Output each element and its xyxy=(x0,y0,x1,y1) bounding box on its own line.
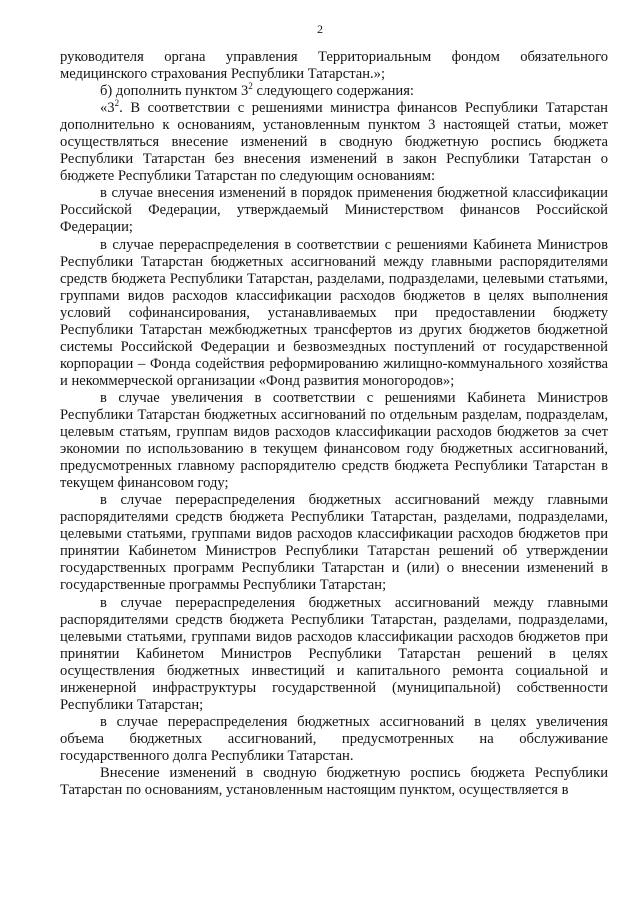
paragraph-text: в случае внесения изменений в порядок применения бюджетной классификации Российской Федерации, утверждаемый Министерством финансов Российской Федерации; xyxy=(60,185,608,236)
paragraph-text: в случае перераспределения в соответствии с решениями Кабинета Министров Республики Татарстан бюджетных ассигнований между главными распорядителями средств бюджета Республики Татарстан, разделами, подразделами, целевыми статьями, группами видов расходов классификации расходов бюджетов в целях выполнения условий софинансирования, устанавливаемых при предоставлении бюджету Республики Татарстан межбюджетных трансфертов из других бюджетов бюджетной системы Российской Федерации и безвозмездных поступлений от государственной корпорации – Фонда содействия реформированию жилищно-коммунального хозяйства и некоммерческой организации «Фонд развития моногородов»; xyxy=(60,236,608,389)
paragraph-text: следующего содержания: xyxy=(252,83,414,100)
paragraph-text: в случае перераспределения бюджетных ассигнований в целях увеличения объема бюджетных ассигнований, предусмотренных на обслуживание государственного долга Республики Татарстан. xyxy=(60,713,608,764)
page-number: 2 xyxy=(317,22,323,36)
paragraph xyxy=(60,83,608,100)
paragraph-text: б) дополнить пунктом 3 xyxy=(100,83,249,100)
superscript: 2 xyxy=(248,81,253,92)
paragraph-text: в случае перераспределения бюджетных ассигнований между главными распорядителями средств бюджета Республики Татарстан, разделами, подразделами, целевыми статьями, группами видов расходов классификации расходов бюджетов при принятии Кабинетом Министров Республики Татарстан решений об утверждении государственных программ Республики Татарстан и (или) о внесении изменений в государственные программы Республики Татарстан; xyxy=(60,492,608,594)
paragraph xyxy=(60,100,608,185)
paragraph-text: руководителя органа управления Территориальным фондом обязательного медицинского страхования Республики Татарстан.»; xyxy=(60,49,608,83)
document-body xyxy=(60,49,608,799)
paragraph xyxy=(60,714,608,765)
paragraph xyxy=(60,765,608,799)
paragraph xyxy=(60,390,608,492)
paragraph-text: . В соответствии с решениями министра финансов Республики Татарстан дополнительно к основаниям, установленным пунктом 3 настоящей статьи, может осуществляться внесение изменений в сводную бюджетную роспись бюджета Республики Татарстан без внесения изменений в закон Республики Татарстан о бюджете Республики Татарстан по следующим основаниям: xyxy=(60,100,608,185)
paragraph xyxy=(60,185,608,236)
paragraph xyxy=(60,492,608,594)
paragraph-text: Внесение изменений в сводную бюджетную роспись бюджета Республики Татарстан по основаниям, установленным настоящим пунктом, осуществляется в xyxy=(60,764,608,799)
paragraph xyxy=(60,237,608,390)
paragraph-text: в случае увеличения в соответствии с решениями Кабинета Министров Республики Татарстан бюджетных ассигнований по отдельным разделам, подразделам, целевым статьям, группам видов расходов классификации расходов бюджетов за счет экономии по использованию в текущем финансовом году бюджетных ассигнований, предусмотренных главному распорядителю средств бюджета Республики Татарстан в текущем финансовом году; xyxy=(60,389,608,492)
paragraph-text: в случае перераспределения бюджетных ассигнований между главными распорядителями средств бюджета Республики Татарстан, разделами, подразделами, целевыми статьями, группами видов расходов классификации расходов бюджетов при принятии Кабинетом Министров Республики Татарстан решений в целях осуществления бюджетных инвестиций и капитального ремонта социальной и инженерной инфраструктуры государственной (муниципальной) собственности Республики Татарстан; xyxy=(60,594,608,713)
paragraph-text: «3 xyxy=(100,100,115,117)
paragraph xyxy=(60,49,608,83)
paragraph xyxy=(60,595,608,714)
superscript: 2 xyxy=(114,98,120,109)
